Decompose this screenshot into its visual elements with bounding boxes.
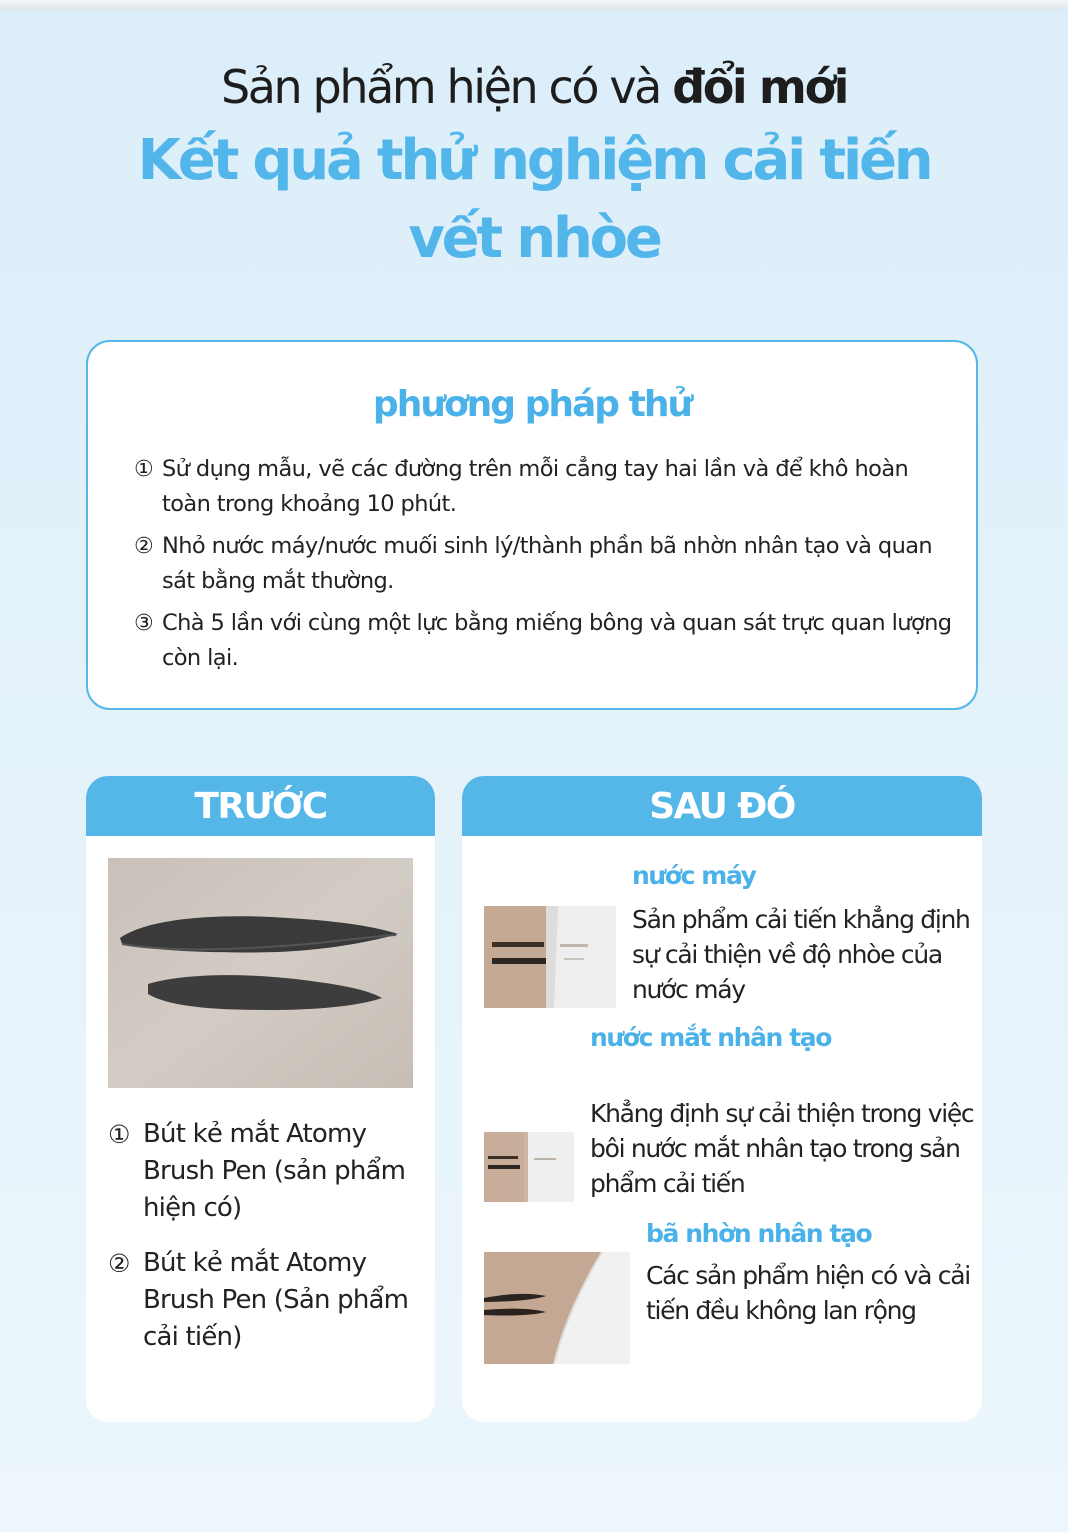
before-header: TRƯỚC [86,776,435,836]
method-step-2 [134,529,954,599]
item-text: Bút kẻ mắt Atomy Brush Pen (Sản phẩm cải tiến) [143,1248,409,1352]
tap-water-label: nước máy [632,861,756,890]
step-text: Sử dụng mẫu, vẽ các đường trên mỗi cẳng tay hai lần và để khô hoàn toàn trong khoảng 10 phút. [162,456,909,517]
top-shadow [0,0,1068,12]
before-item-1 [108,1116,418,1227]
page-subtitle: Kết quả thử nghiệm cải tiến vết nhòe [137,128,931,271]
artificial-sebum-desc: Các sản phẩm hiện có và cải tiến đều không lan rộng [646,1261,970,1325]
title-text: Sản phẩm hiện có và [220,60,673,114]
method-title: phương pháp thử [372,384,692,425]
title-bold-text: đổi mới [672,60,848,114]
method-steps [134,452,954,683]
item-text: Bút kẻ mắt Atomy Brush Pen (sản phẩm hiện có) [143,1119,406,1223]
after-card [462,776,982,1422]
before-item-2 [108,1245,418,1356]
method-step-1 [134,452,954,522]
before-list [108,1116,418,1374]
artificial-tears-thumb [484,1132,574,1202]
test-method-box [86,340,978,710]
artificial-sebum-label: bã nhờn nhân tạo [646,1219,872,1248]
artificial-tears-desc: Khẳng định sự cải thiện trong việc bôi nước mắt nhân tạo trong sản phẩm cải tiến [590,1099,974,1198]
tap-water-thumb [484,906,616,1008]
item-number: ② [108,1249,130,1278]
after-header: SAU ĐÓ [462,776,982,836]
artificial-tears-label: nước mắt nhân tạo [590,1023,832,1052]
page-header [0,58,1068,278]
method-step-3 [134,606,954,676]
before-swatch-photo [108,858,413,1088]
step-number: ③ [134,611,154,636]
item-number: ① [108,1120,130,1149]
step-text: Nhỏ nước máy/nước muối sinh lý/thành phần bã nhờn nhân tạo và quan sát bằng mắt thường. [162,533,933,594]
before-card [86,776,435,1422]
step-text: Chà 5 lần với cùng một lực bằng miếng bông và quan sát trực quan lượng còn lại. [162,610,952,671]
artificial-sebum-thumb [484,1252,630,1364]
step-number: ① [134,457,154,482]
tap-water-desc: Sản phẩm cải tiến khẳng định sự cải thiện về độ nhòe của nước máy [632,905,970,1004]
page-title [0,58,1068,116]
step-number: ② [134,534,154,559]
